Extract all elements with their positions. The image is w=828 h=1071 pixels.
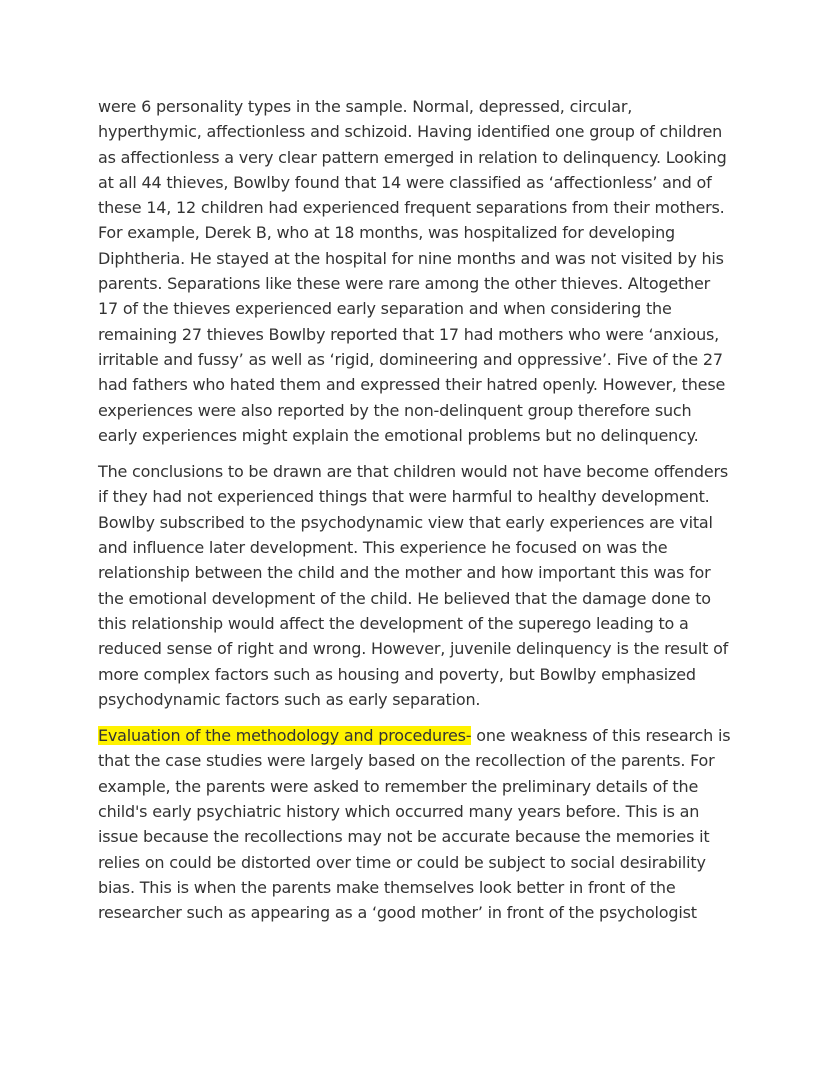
- paragraph-text: The conclusions to be drawn are that children would not have become offenders if they had not experienced things that were harmful to healthy development. Bowlby subscribed to the psychodynamic view that early experiences are vital and influence later development. This experience he focused on was the relationship between the child and the mother and how important this was for the emotional development of the child. He believed that the damage done to this relationship would affect the development of the superego leading to a reduced sense of right and wrong. However, juvenile delinquency is the result of more complex factors such as housing and poverty, but Bowlby emphasized psychodynamic factors such as early separation.: [98, 462, 729, 709]
- highlighted-heading: Evaluation of the methodology and procedures-: [98, 726, 472, 746]
- paragraph-evaluation: [98, 723, 734, 925]
- paragraph-text: were 6 personality types in the sample. Normal, depressed, circular, hyperthymic, affectionless and schizoid. Having identified one group of children as affectionless a very clear pattern emerged in relation to delinquency. Looking at all 44 thieves, Bowlby found that 14 were classified as ‘affectionless’ and of these 14, 12 children had experienced frequent separations from their mothers. For example, Derek B, who at 18 months, was hospitalized for developing Diphtheria. He stayed at the hospital for nine months and was not visited by his parents. Separations like these were rare among the other thieves. Altogether 17 of the thieves experienced early separation and when considering the remaining 27 thieves Bowlby reported that 17 had mothers who were ‘anxious, irritable and fussy’ as well as ‘rigid, domineering and oppressive’. Five of the 27 had fathers who hated them and expressed their hatred openly. However, these experiences were also reported by the non-delinquent group therefore such early experiences might explain the emotional problems but no delinquency.: [98, 97, 727, 445]
- document-body: [98, 94, 734, 937]
- paragraph-results: [98, 94, 734, 448]
- paragraph-text: one weakness of this research is that the case studies were largely based on the recollection of the parents. For example, the parents were asked to remember the preliminary details of the child's early psychiatric history which occurred many years before. This is an issue because the recollections may not be accurate because the memories it relies on could be distorted over time or could be subject to social desirability bias. This is when the parents make themselves look better in front of the researcher such as appearing as a ‘good mother’ in front of the psychologist: [98, 726, 731, 923]
- paragraph-conclusions: [98, 459, 734, 712]
